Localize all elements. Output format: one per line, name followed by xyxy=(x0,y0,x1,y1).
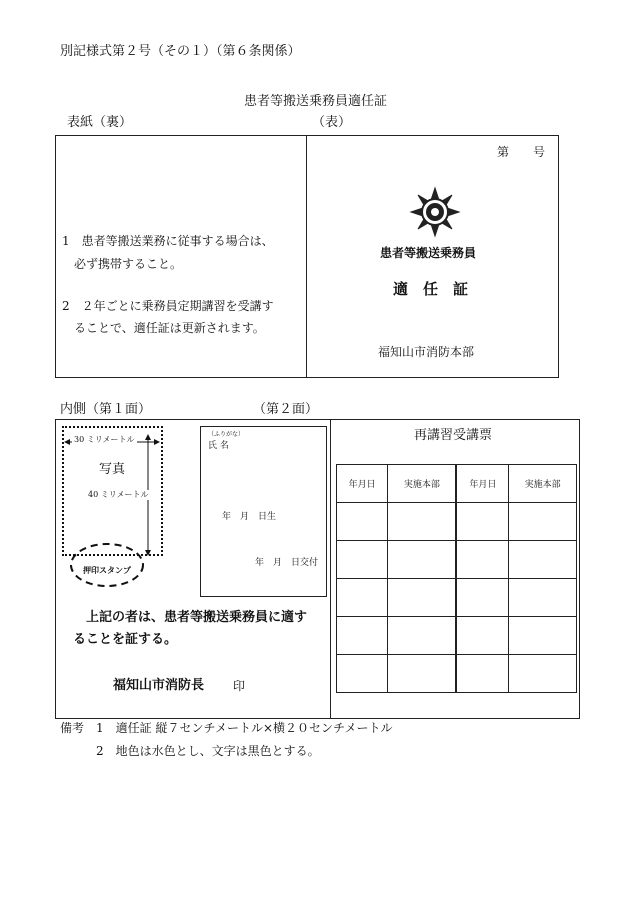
birth-label: 年 月 日生 xyxy=(222,512,277,522)
photo-height: 40 ミリメートル xyxy=(88,490,149,499)
col-office-2: 実施本部 xyxy=(509,465,577,503)
page-title: 患者等搬送乗務員適任証 xyxy=(244,94,388,109)
note-1a: 1 患者等搬送業務に従事する場合は、 xyxy=(62,234,274,248)
certify-line-2: ることを証する。 xyxy=(73,632,178,647)
table-row xyxy=(337,579,577,617)
photo-width: 30 ミリメートル xyxy=(74,435,135,444)
number-dai: 第 xyxy=(497,145,510,159)
fire-department-emblem-icon xyxy=(409,186,461,238)
retrain-record-table xyxy=(336,464,577,693)
note-1b: 必ず携帯すること。 xyxy=(74,257,183,271)
number-go: 号 xyxy=(533,145,546,159)
inside-label: 内側（第１面） xyxy=(60,402,152,417)
page2-label: （第２面） xyxy=(253,402,319,417)
fire-chief-label: 福知山市消防長 xyxy=(113,678,205,693)
photo-label: 写真 xyxy=(99,462,126,477)
issued-label: 年 月 日交付 xyxy=(255,558,319,568)
note-2b: ることで、適任証は更新されます。 xyxy=(74,321,265,335)
certify-line-1: 上記の者は、患者等搬送乗務員に適す xyxy=(86,610,308,625)
table-row xyxy=(337,655,577,693)
stamp-label: 押印スタンプ xyxy=(83,566,131,575)
stamp-area xyxy=(68,540,146,590)
note-2a: 2 ２年ごとに乗務員定期講習を受講す xyxy=(62,299,274,313)
retrain-title: 再講習受講票 xyxy=(414,428,493,443)
table-row xyxy=(337,503,577,541)
col-office-1: 実施本部 xyxy=(388,465,457,503)
col-date-1: 年月日 xyxy=(337,465,388,503)
col-date-2: 年月日 xyxy=(456,465,508,503)
remarks-line-2: 2 地色は水色とし、文字は黒色とする。 xyxy=(96,744,320,758)
cover-divider xyxy=(306,136,307,377)
card-title-2: 適 任 証 xyxy=(393,280,469,298)
cover-front-label: （表） xyxy=(312,115,352,130)
seal-mark: 印 xyxy=(233,679,246,693)
card-title-1: 患者等搬送乗務員 xyxy=(380,246,477,260)
furigana-label: （ふりがな） xyxy=(208,431,245,438)
table-row xyxy=(337,617,577,655)
card-issuer: 福知山市消防本部 xyxy=(378,345,475,359)
table-row xyxy=(337,541,577,579)
inside-divider xyxy=(330,420,331,718)
form-number: 別記様式第２号（その１）（第６条関係） xyxy=(60,44,301,59)
name-label: 氏 名 xyxy=(208,441,229,451)
cover-back-label: 表紙（裏） xyxy=(67,115,133,130)
remarks-line-1: 備考 1 適任証 縦７センチメートル×横２０センチメートル xyxy=(60,721,393,735)
